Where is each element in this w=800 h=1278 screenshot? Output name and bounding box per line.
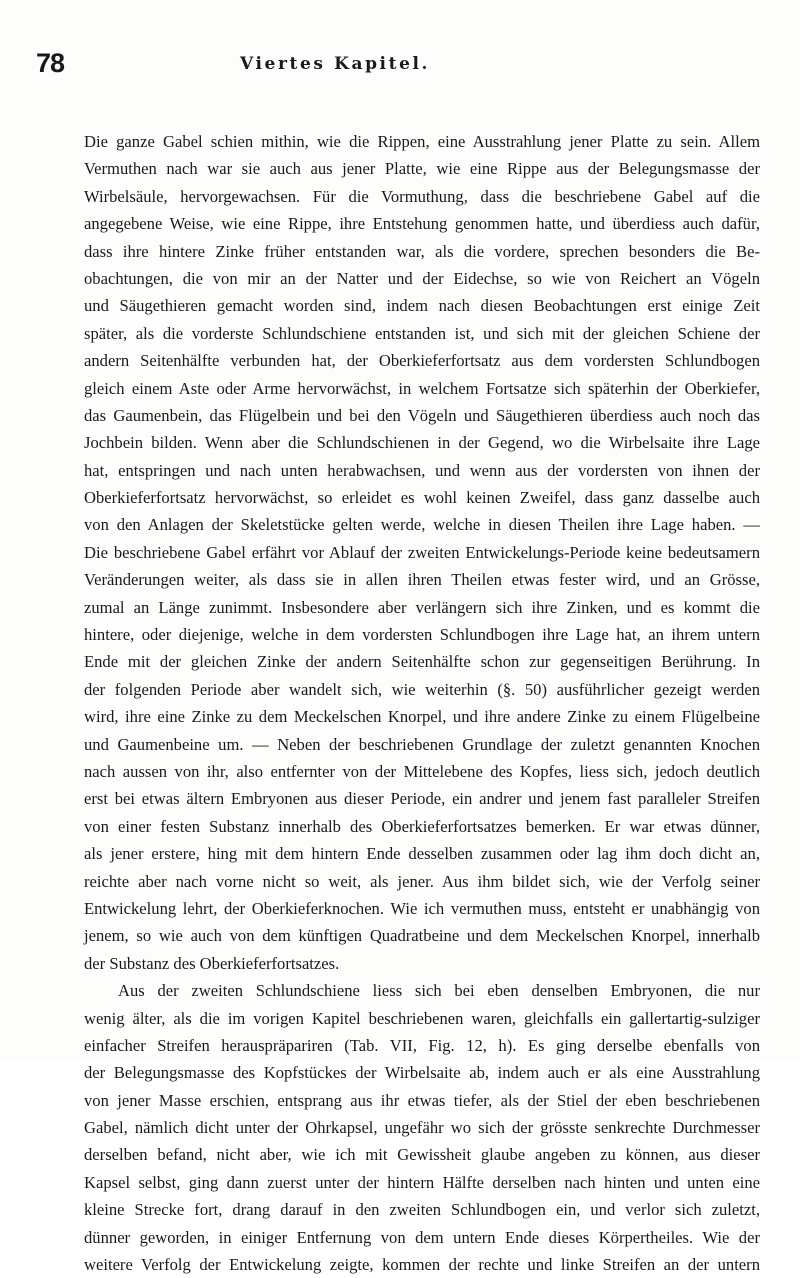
text-line: der folgenden Periode aber wandelt sich, wie weiterhin (§. 50) ausführlicher gezeigt werden (84, 679, 760, 699)
body-text (84, 128, 760, 1278)
text-line: angegebene Weise, wie eine Rippe, ihre Entstehung genommen hatte, und überdiess auch dafür, (84, 214, 760, 234)
text-line: Ende mit der gleichen Zinke der andern Seitenhälfte schon zur gegenseitigen Berührung. In (84, 652, 760, 672)
text-line: obachtungen, die von mir an der Natter und der Eidechse, so wie von Reichert an Vögeln (84, 268, 760, 288)
text-line: Vermuthen nach war sie auch aus jener Platte, wie eine Rippe aus der Belegungsmasse der (84, 159, 760, 179)
text-line: derselben befand, nicht aber, wie ich mit Gewissheit glaube angeben zu können, aus dieser (84, 1145, 760, 1165)
text-line: Jochbein bilden. Wenn aber die Schlundschienen in der Gegend, wo die Wirbelsaite ihre Lage (84, 433, 760, 453)
text-line: zumal an Länge zunimmt. Insbesondere aber verlängern sich ihre Zinken, und es kommt die (84, 597, 760, 617)
text-line: Wirbelsäule, hervorgewachsen. Für die Vormuthung, dass die beschriebene Gabel auf die (84, 186, 760, 206)
text-line: von jener Masse erschien, entsprang aus ihr etwas tiefer, als der Stiel der eben beschriebenen (84, 1090, 760, 1110)
text-line: Oberkieferfortsatz hervorwächst, so erleidet es wohl keinen Zweifel, dass ganz dasselbe auch (84, 488, 760, 508)
text-line: dünner geworden, in einiger Entfernung von dem untern Ende dieses Körpertheiles. Wie der (84, 1227, 760, 1247)
text-line: Entwickelung lehrt, der Oberkieferknochen. Wie ich vermuthen muss, entsteht er unabhängig von (84, 898, 760, 918)
text-line: erst bei etwas ältern Embryonen aus dieser Periode, ein andrer und jenem fast paralleler Streifen (84, 789, 760, 809)
text-line: dass ihre hintere Zinke früher entstanden war, als die vordere, sprechen besonders die Be- (84, 241, 760, 261)
text-line: Die beschriebene Gabel erfährt vor Ablauf der zweiten Entwickelungs-Periode keine bedeutsamern (84, 542, 760, 562)
text-line: wird, ihre eine Zinke zu dem Meckelschen Knorpel, und ihre andere Zinke zu einem Flügelbeine (84, 707, 760, 727)
text-line: Gabel, nämlich dicht unter der Ohrkapsel, ungefähr wo sich der grösste senkrechte Durchmesser (84, 1118, 760, 1138)
text-line: Die ganze Gabel schien mithin, wie die Rippen, eine Ausstrahlung jener Platte zu sein. Allem (84, 132, 760, 151)
text-line: nach aussen von ihr, also entfernter von der Mittelebene des Kopfes, liess sich, jedoch deutlich (84, 761, 760, 781)
text-line: Veränderungen weiter, als dass sie in allen ihren Theilen etwas fester wird, und an Grösse, (84, 570, 760, 590)
text-line: und Gaumenbeine um. — Neben der beschriebenen Grundlage der zuletzt genannten Knochen (84, 734, 760, 754)
paragraph-end-line: der Substanz des Oberkieferfortsatzes. (84, 953, 340, 973)
text-line: von einer festen Substanz innerhalb des Oberkieferfortsatzes bemerken. Er war etwas dünner, (84, 816, 760, 836)
text-line: weitere Verfolg der Entwickelung zeigte, kommen der rechte und linke Streifen an der untern (84, 1255, 760, 1275)
text-line: von den Anlagen der Skeletstücke gelten werde, welche in diesen Theilen ihre Lage haben. — (84, 515, 760, 535)
running-head: Viertes Kapitel. (240, 54, 431, 74)
text-line: der Belegungsmasse des Kopfstückes der Wirbelsaite ab, indem auch er als eine Ausstrahlung (84, 1063, 760, 1083)
text-line: gleich einem Aste oder Arme hervorwächst, in welchem Fortsatze sich späterhin der Oberkiefer, (84, 378, 760, 398)
text-line: später, als die vorderste Schlundschiene entstanden ist, und sich mit der gleichen Schiene der (84, 323, 760, 343)
text-line: einfacher Streifen herauspräpariren (Tab. VII, Fig. 12, h). Es ging derselbe ebenfalls von (84, 1035, 760, 1055)
text-line: und Säugethieren gemacht worden sind, indem nach diesen Beobachtungen erst einige Zeit (84, 296, 760, 316)
page-header (36, 46, 760, 86)
text-line: jenem, so wie auch von dem künftigen Quadratbeine und dem Meckelschen Knorpel, innerhalb (84, 926, 760, 946)
page-number: 78 (36, 48, 65, 78)
text-line: andern Seitenhälfte verbunden hat, der Oberkieferfortsatz aus dem vordersten Schlundbogen (84, 351, 760, 371)
text-line: reichte aber nach vorne nicht so weit, als jener. Aus ihm bildet sich, wie der Verfolg seiner (84, 871, 760, 891)
text-line: das Gaumenbein, das Flügelbein und bei den Vögeln und Säugethieren überdiess auch noch das (84, 405, 760, 425)
text-line: hat, entspringen und nach unten herabwachsen, und wenn aus der vordersten von ihnen der (84, 460, 760, 480)
text-line: kleine Strecke fort, drang darauf in den zweiten Schlundbogen ein, und verlor sich zuletzt, (84, 1200, 760, 1220)
text-line: als jener erstere, hing mit dem hintern Ende desselben zusammen oder lag ihm doch dicht an, (84, 844, 760, 864)
text-line: Kapsel selbst, ging dann zuerst unter der hintern Hälfte derselben nach hinten und unten eine (84, 1172, 760, 1192)
paragraph-start-line: Aus der zweiten Schlundschiene liess sich bei eben denselben Embryonen, die nur (118, 981, 760, 1001)
text-line: hintere, oder diejenige, welche in dem vordersten Schlundbogen ihre Lage hat, an ihrem untern (84, 625, 760, 645)
text-line: wenig älter, als die im vorigen Kapitel beschriebenen waren, gleichfalls ein gallertartig-sulziger (84, 1008, 760, 1028)
